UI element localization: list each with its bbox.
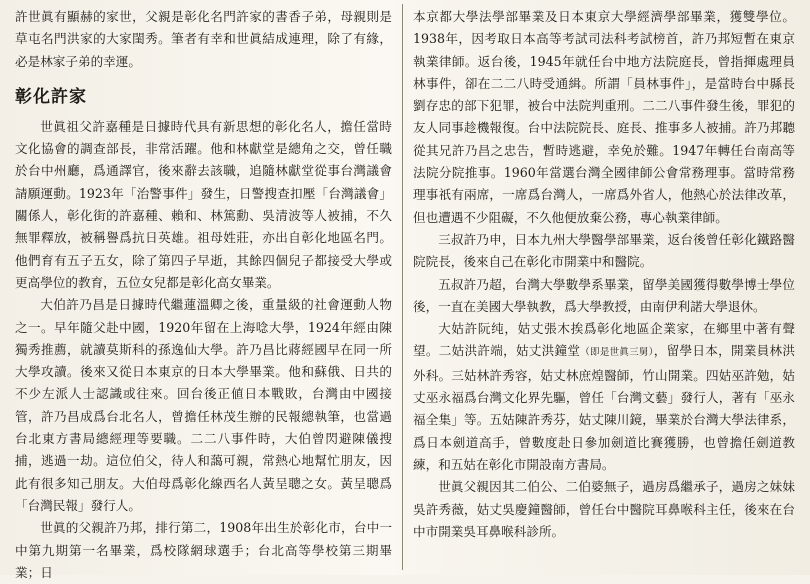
intro-paragraph: 許世眞有顯赫的家世，父親是彰化名門許家的書香子弟，母親則是草屯名門洪家的大家閨秀。筆者有幸和世眞結成連理，除了有緣，必是林家子弟的幸運。 <box>15 9 392 69</box>
paragraph-fifth-uncle: 五叔許乃超，台灣大學數學系畢業，留學美國獲得數學博士學位後，一直在美國大學執教，爲大學教授，由南伊利諾大學退休。 <box>413 276 795 314</box>
paragraph-adoption: 世眞父親因其二伯公、二伯婆無子，過房爲繼承子，過房之妹妹吳許秀薇，姑丈吳慶鐘醫師，曾任台中醫院耳鼻喉科主任，後來在台中市開業吳耳鼻喉科診所。 <box>413 479 795 539</box>
paragraph-third-uncle: 三叔許乃申，日本九州大學醫學部畢業，返台後曾任彰化鐵路醫院院長，後來自己在彰化市開業中和醫院。 <box>413 231 795 270</box>
column-divider <box>402 4 403 570</box>
paragraph-father-continued: 本京都大學法學部畢業及日本東京大學經濟學部畢業，獲雙學位。1938年，因考取日本高等考試司法科考試榜首，許乃邦短暫在東京執業律師。返台後，1945年就任台中地方法院庭長，曾指揮處理員林事件，卻在二二八時受通緝。所謂「員林事件」，是當時台中縣長劉存忠的部下犯罪，被台中法院判重刑。二二八事件發生後，罪犯的友人同事趁機報復。台中法院院長、庭長、推事多人被捕。許乃邦聽從其兄許乃昌之忠告，暫時逃避，幸免於難。1947年轉任台南高等法院分院推事。1960年當選台灣全國律師公會常務理事。當時常務理事祇有兩席，一席爲台灣人，一席爲外省人，他熱心於法律改革，但也遭遇不少阻礙，不久他便放棄公務，專心執業律師。 <box>413 9 795 225</box>
aunts-inline-note: （即是世眞三舅） <box>580 347 654 359</box>
paragraph-father: 世眞的父親許乃邦，排行第二，1908年出生於彰化市，台中一中第九期第一名畢業，爲校隊網球選手；台北高等學校第三期畢業；日 <box>15 520 392 580</box>
left-column <box>15 6 392 584</box>
section-heading: 彰化許家 <box>15 86 87 107</box>
paragraph-grandfather: 世眞祖父許嘉種是日據時代具有新思想的彰化名人，擔任當時文化協會的調查部長，非常活躍。他和林獻堂是總角之交，曾任職於台中州廳，爲通譯官，後來辭去該職，追隨林獻堂從事台灣議會請願運動。1923年「治警事件」發生，日警搜查扣壓「台灣議會」關係人，彰化街的許嘉種、賴和、林篤勳、吳清波等人被捕，不久無罪釋放，被稱譽爲抗日英雄。祖母姓莊，亦出自彰化地區名門。他們育有五子五女，除了第四子早逝，其餘四個兒子都接受大學或更高學位的教育，五位女兒都是彰化高女畢業。 <box>15 118 392 290</box>
aunts-text-a: 大姑許阮纯，姑丈張木挨爲彰化地區企業家，在鄉里中著有聲望。二姑洪許端，姑丈洪鐘堂 <box>413 321 795 359</box>
paragraph-eldest-uncle: 大伯許乃昌是日據時代繼蓮溫卿之後，重量級的社會運動人物之一。早年隨父赴中國，1920年留在上海唸大學，1924年經由陳獨秀推薦，就讀莫斯科的孫逸仙大學。許乃昌比蔣經國早在同一所大學攻讀。後來又從日本東京的日本大學畢業。他和蘇俄、日共的不少左派人士認識或往來。回台後正値日本戰敗，台灣由中國接管，許乃昌成爲台北名人，曾擔任林茂生辦的民報總執筆，也當過台北東方書局總經理等要職。二二八事件時，大伯曾閃避陳儀搜捕，逃過一劫。這位伯父，待人和藹可親，常熱心地幫忙朋友，因此有很多知己朋友。大伯母爲彰化線西名人黃呈聰之女。黃呈聰爲「台灣民報」發行人。 <box>15 297 392 513</box>
paragraph-aunts <box>413 318 795 476</box>
right-column <box>413 6 795 543</box>
aunts-text-b: ，留學日本，開業員林洪外科。三姑林許秀容，姑丈林庶煌醫師，竹山開業。四姑巫許勉，姑丈巫永福爲台灣文化界先驅，曾任「台灣文藝」發行人，著有「巫永福全集」等。五姑陳許秀芬，姑丈陳川鏡，畢業於台灣大學法律系，爲日本劍道高手，曾數度赴日參加劍道比賽獲勝，也曾擔任劍道教練，和五姑在彰化市開設南方書局。 <box>413 343 796 472</box>
